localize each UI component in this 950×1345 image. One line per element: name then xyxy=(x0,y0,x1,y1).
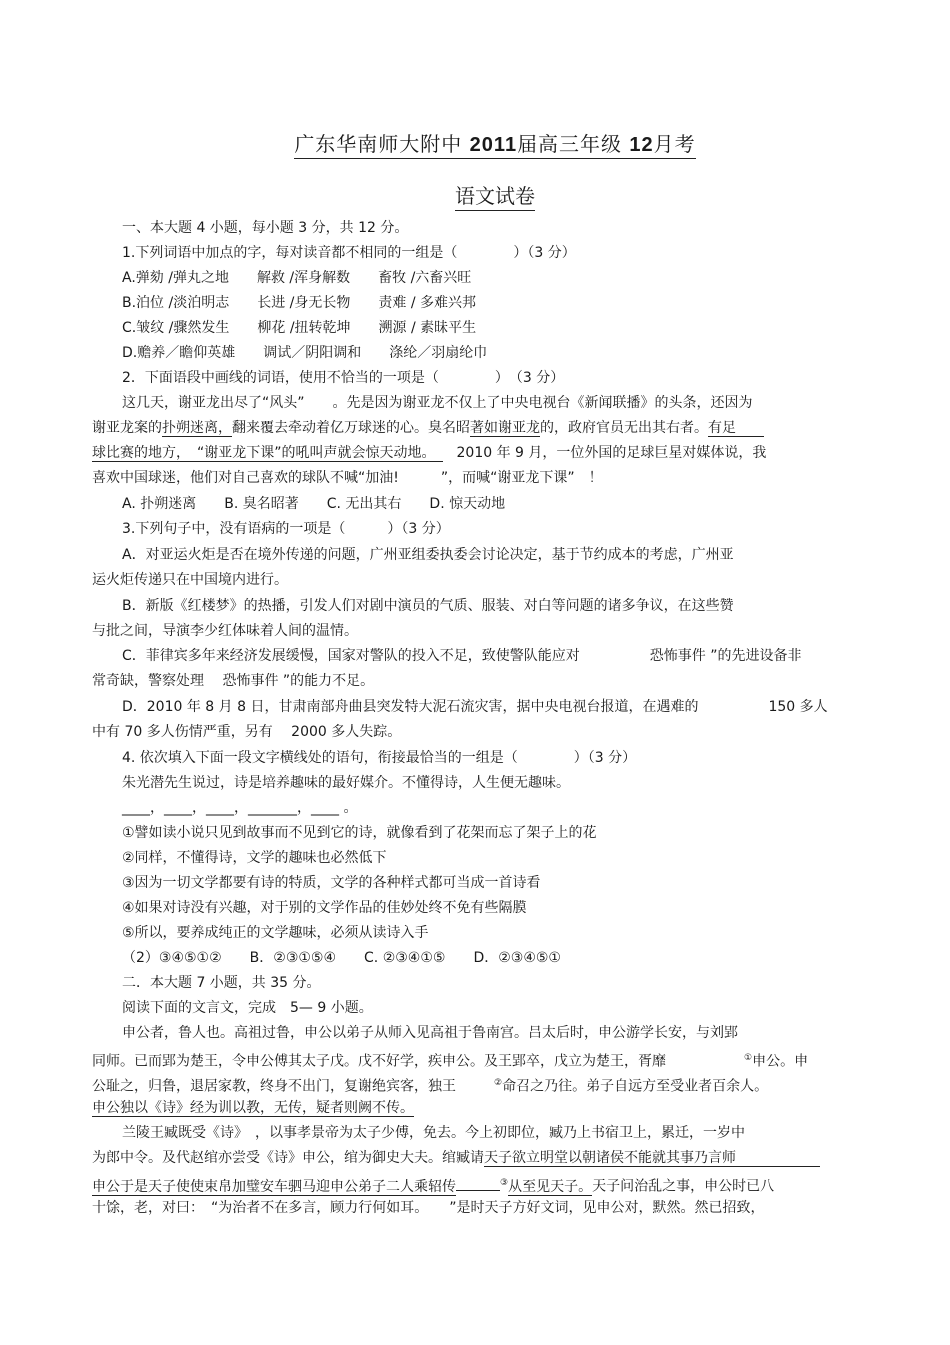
title-year: 2011 xyxy=(469,134,518,156)
text-run: 公耻之，归鲁，退居家教，终身不出门，复谢绝宾客，独王 xyxy=(92,1078,456,1095)
q3-option-b-cont: 与批之间，导演李少红体味着人间的温情。 xyxy=(92,623,358,639)
title-month: 12 xyxy=(629,134,654,156)
passage-line: 兰陵王臧既受《诗》 ，以事孝景帝为太子少傅，免去。今上初即位，臧乃上书宿卫上，累迁，一岁中 xyxy=(122,1125,745,1141)
text-run: 为郎中令。及代赵绾亦尝受《诗》申公，绾为御史大夫。绾臧请 xyxy=(92,1150,484,1166)
underline-tail xyxy=(736,420,764,437)
q2-paragraph-line: 这几天，谢亚龙出尽了“风头” 。先是因为谢亚龙不仅上了中央电视台《新闻联播》的头条，还因为 xyxy=(122,395,753,411)
section2-instruction: 阅读下面的文言文，完成 5— 9 小题。 xyxy=(122,1000,373,1016)
subtitle-text: 语文试卷 xyxy=(455,184,535,211)
q2-paragraph-line xyxy=(92,418,764,438)
passage-line xyxy=(92,1073,768,1097)
text-run: 翻来覆去牵动着亿万球迷的心。臭名昭 xyxy=(232,420,470,436)
underlined-sentence: 申公于是天子使使束帛加璧安车驷马迎申公弟子二人乘轺传 xyxy=(92,1178,456,1195)
footnote-mark: ② xyxy=(494,1078,503,1088)
underline-tail xyxy=(736,1150,820,1167)
q3-option-d-cont: 中有 70 多人伤情严重，另有 2000 多人失踪。 xyxy=(92,724,402,740)
underlined-term: 扑朔迷离， xyxy=(162,420,232,436)
passage-line: 申公者，鲁人也。高祖过鲁，申公以弟子从师入见高祖于鲁南宫。吕太后时，申公游学长安，与刘郢 xyxy=(122,1025,738,1041)
q4-options: （2）③④⑤①② B．②③①⑤④ C. ②③④①⑤ D．②③④⑤① xyxy=(122,950,561,966)
underline-gap xyxy=(456,1190,500,1191)
q3-option-c: C．菲律宾多年来经济发展缓慢，国家对警队的投入不足，致使警队能应对 恐怖事件 ”的先进设备非 xyxy=(122,648,802,664)
footnote-mark: ① xyxy=(744,1053,753,1063)
title-exam: 月考 xyxy=(653,132,696,156)
page-subtitle xyxy=(0,180,950,209)
q4-sentence-5: ⑤所以，要养成纯正的文学趣味，必须从读诗入手 xyxy=(122,925,429,941)
text-run: 同师。已而郢为楚王，令申公傅其太子戊。戊不好学，疾申公。及王郢卒，戊立为楚王，胥靡 xyxy=(92,1053,666,1070)
text-run: 申公。申 xyxy=(752,1053,809,1070)
q4-stem: 4. 依次填入下面一段文字横线处的语句，衔接最恰当的一组是（ ）（3 分） xyxy=(122,750,637,766)
underlined-term: 有足 xyxy=(708,420,736,436)
section2-heading: 二．本大题 7 小题，共 35 分。 xyxy=(122,975,321,991)
passage-line xyxy=(92,1148,820,1168)
underlined-sentence: 天子欲立明堂以朝诸侯不能就其事乃言师 xyxy=(484,1150,736,1166)
passage-line-underlined xyxy=(92,1098,414,1118)
underlined-sentence: 从至见天子。 xyxy=(508,1178,593,1195)
q3-option-c-cont: 常奇缺，警察处理 恐怖事件 ”的能力不足。 xyxy=(92,673,375,689)
q1-option-d: D.赡养／瞻仰英雄 调试／阴阳调和 涤纶／羽扇纶巾 xyxy=(122,345,488,361)
q1-option-c: C.皱纹 /骤然发生 柳花 /扭转乾坤 溯源 / 素昧平生 xyxy=(122,320,477,336)
underlined-sentence: 申公独以《诗》经为训以教，无传，疑者则阙不传。 xyxy=(92,1100,414,1116)
q2-paragraph-line: 喜欢中国球迷，他们对自己喜欢的球队不喊“加油! ”，而喊“谢亚龙下课” ！ xyxy=(92,470,603,486)
title-grade: 届高三年级 xyxy=(517,132,623,156)
text-run: 2010 年 9 月，一位外国的足球巨星对媒体说，我 xyxy=(442,445,767,461)
q4-sentence-1: ①譬如读小说只见到故事而不见到它的诗，就像看到了花架而忘了架子上的花 xyxy=(122,825,597,841)
passage-line xyxy=(92,1173,774,1197)
title-underline xyxy=(294,132,695,159)
text-run: 天子问治乱之事，申公时已八 xyxy=(592,1178,775,1195)
q3-option-d: D．2010 年 8 月 8 日，甘肃南部舟曲县突发特大泥石流灾害，据中央电视台报道，在遇难的 150 多人 xyxy=(122,699,828,715)
text-run: 谢亚龙案的 xyxy=(92,420,162,436)
text-run: 命召之乃往。弟子自远方至受业者百余人。 xyxy=(502,1078,769,1095)
q2-options: A. 扑朔迷离 B. 臭名昭著 C. 无出其右 D. 惊天动地 xyxy=(122,496,506,512)
page-title xyxy=(0,128,950,157)
section1-heading: 一、本大题 4 小题，每小题 3 分，共 12 分。 xyxy=(122,220,409,236)
title-school: 广东华南师大附中 xyxy=(294,132,463,156)
text-run: 的，政府官员无出其右者。 xyxy=(540,420,708,436)
underlined-term: 著如谢亚龙 xyxy=(470,420,540,436)
q1-option-a: A.弹劾 /弹丸之地 解救 /浑身解数 畜牧 /六畜兴旺 xyxy=(122,270,472,286)
q3-option-b: B．新版《红楼梦》的热播，引发人们对剧中演员的气质、服装、对白等问题的诸多争议，在这些赞 xyxy=(122,598,734,614)
q4-sentence-3: ③因为一切文学都要有诗的特质，文学的各种样式都可当成一首诗看 xyxy=(122,875,541,891)
passage-line xyxy=(92,1048,808,1072)
q4-sentence-4: ④如果对诗没有兴趣，对于别的文学作品的佳妙处终不免有些隔膜 xyxy=(122,900,527,916)
q3-stem: 3.下列句子中，没有语病的一项是（ ）（3 分） xyxy=(122,521,450,537)
q2-paragraph-line xyxy=(92,443,766,463)
q1-stem: 1.下列词语中加点的字，每对读音都不相同的一组是（ ）（3 分） xyxy=(122,245,576,261)
q4-sentence-2: ②同样，不懂得诗，文学的趣味也必然低下 xyxy=(122,850,387,866)
q2-stem: 2．下面语段中画线的词语，使用不恰当的一项是（ ） （3 分） xyxy=(122,370,565,386)
q4-intro: 朱光潜先生说过，诗是培养趣味的最好媒介。不懂得诗，人生便无趣味。 xyxy=(122,775,570,791)
q3-option-a: A．对亚运火炬是否在境外传递的问题，广州亚组委执委会讨论决定，基于节约成本的考虑，广州亚 xyxy=(122,547,734,563)
footnote-mark: ③ xyxy=(500,1178,509,1188)
underline-tail xyxy=(429,445,443,462)
q1-option-b: B.泊位 /淡泊明志 长进 /身无长物 责难 / 多难兴邦 xyxy=(122,295,477,311)
q4-blanks: ____，____，____，_______，____ 。 xyxy=(122,800,358,816)
q3-option-a-cont: 运火炬传递只在中国境内进行。 xyxy=(92,572,288,588)
underlined-term: 球比赛的地方， “谢亚龙下课”的吼叫声就会惊天动地。 xyxy=(92,445,429,461)
passage-line: 十馀，老，对曰： “为治者不在多言，顾力行何如耳。 ”是时天子方好文词，见申公对，默然。然已招致， xyxy=(92,1200,765,1216)
